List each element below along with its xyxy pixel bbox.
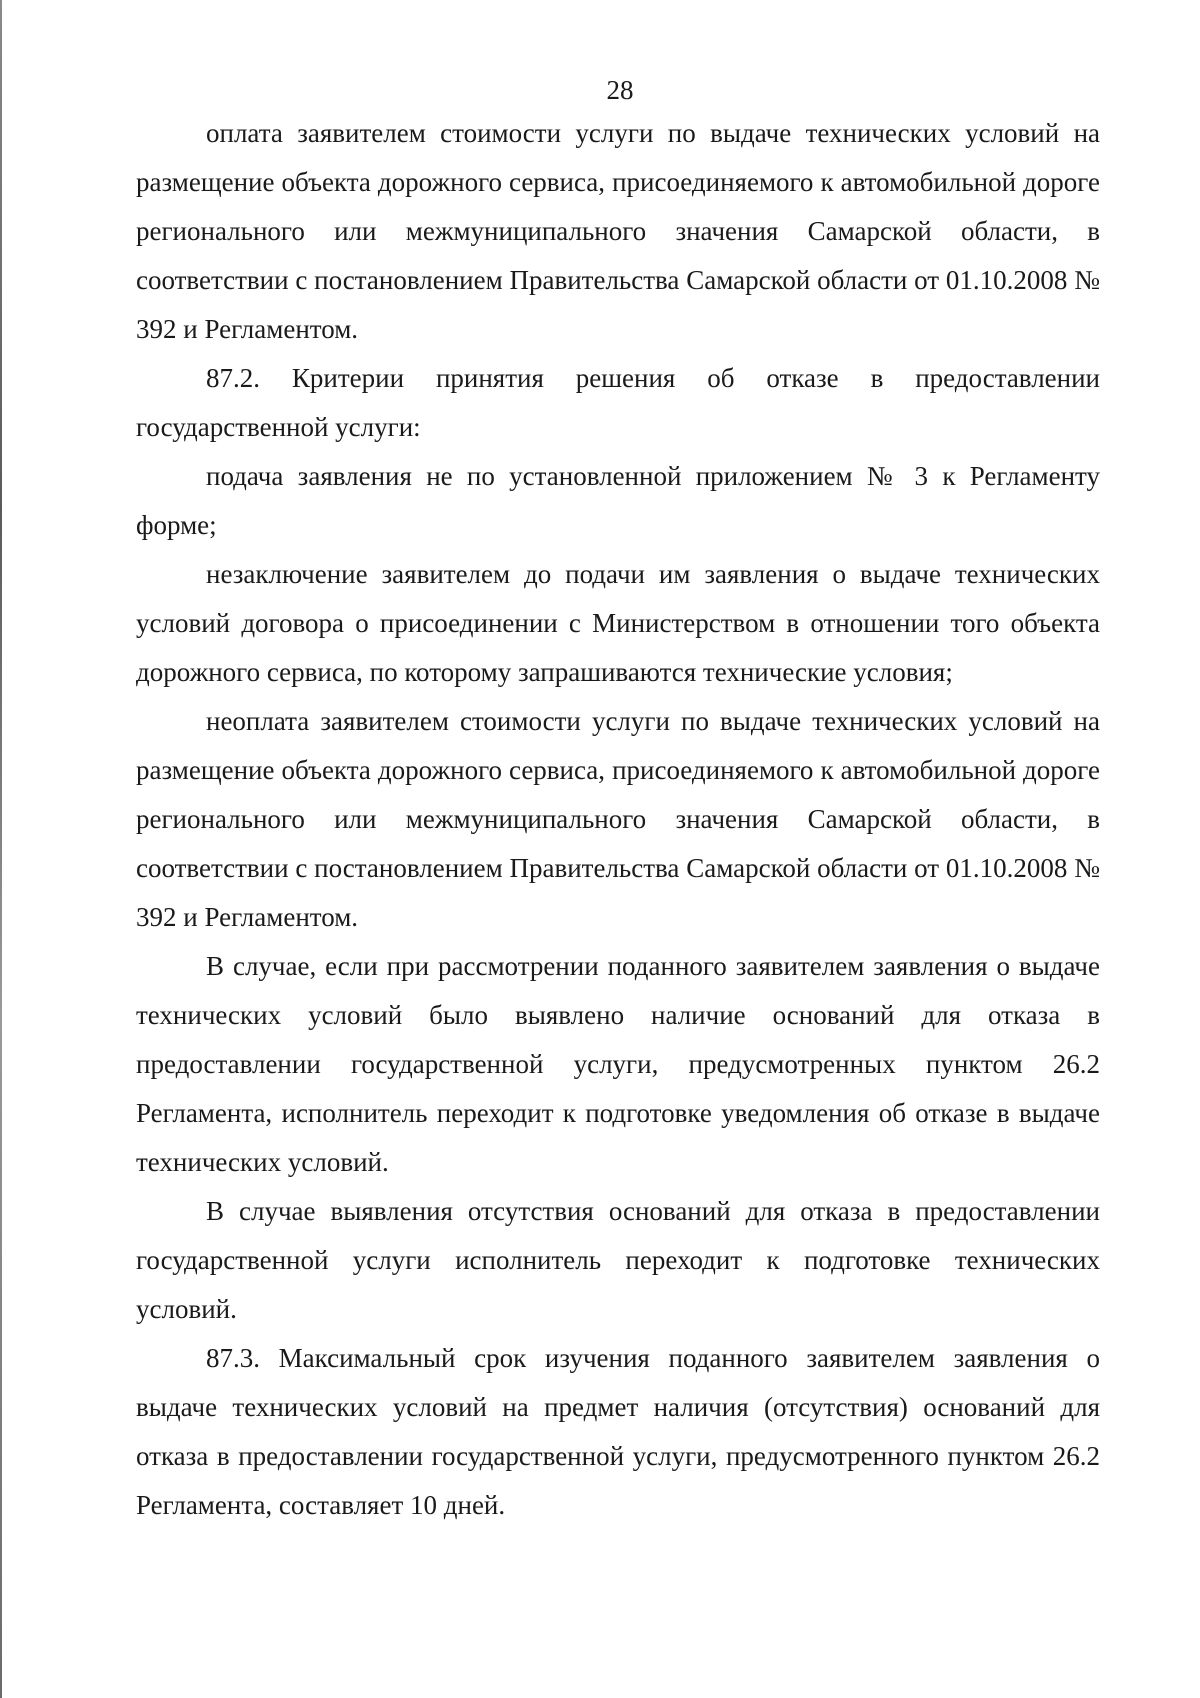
scan-edge-line	[0, 0, 2, 1698]
page-number: 28	[606, 75, 634, 105]
paragraph-form-mismatch: подача заявления не по установленной приложением № 3 к Регламенту форме;	[136, 461, 1100, 540]
paragraph-87-3-deadline: 87.3. Максимальный срок изучения поданного заявителем заявления о выдаче технических условий на предмет наличия (отсутствия) оснований для отказа в предоставлении государственной услуги, предусмотренного пунктом 26.2 Регламента, составляет 10 дней.	[136, 1343, 1100, 1520]
paragraph-non-payment: неоплата заявителем стоимости услуги по выдаче технических условий на размещение объекта дорожного сервиса, присоединяемого к автомобильной дороге регионального или межмуниципального значения Самарской области, в соответствии с постановлением Правительства Самарской области от 01.10.2008 № 392 и Регламентом.	[136, 706, 1100, 932]
paragraph-no-refusal-case: В случае выявления отсутствия оснований для отказа в предоставлении государственной услуги исполнитель переходит к подготовке технических условий.	[136, 1196, 1100, 1324]
paragraph-refusal-case: В случае, если при рассмотрении поданного заявителем заявления о выдаче технических условий было выявлено наличие оснований для отказа в предоставлении государственной услуги, предусмотренных пунктом 26.2 Регламента, исполнитель переходит к подготовке уведомления об отказе в выдаче технических условий.	[136, 951, 1100, 1177]
paragraph-no-contract: незаключение заявителем до подачи им заявления о выдаче технических условий договора о присоединении с Министерством в отношении того объекта дорожного сервиса, по которому запрашиваются технические условия;	[136, 559, 1100, 687]
document-body	[136, 109, 1100, 1530]
paragraph-payment-condition: оплата заявителем стоимости услуги по выдаче технических условий на размещение объекта дорожного сервиса, присоединяемого к автомобильной дороге регионального или межмуниципального значения Самарской области, в соответствии с постановлением Правительства Самарской области от 01.10.2008 № 392 и Регламентом.	[136, 118, 1100, 344]
paragraph-87-2-criteria: 87.2. Критерии принятия решения об отказе в предоставлении государственной услуги:	[136, 363, 1100, 442]
